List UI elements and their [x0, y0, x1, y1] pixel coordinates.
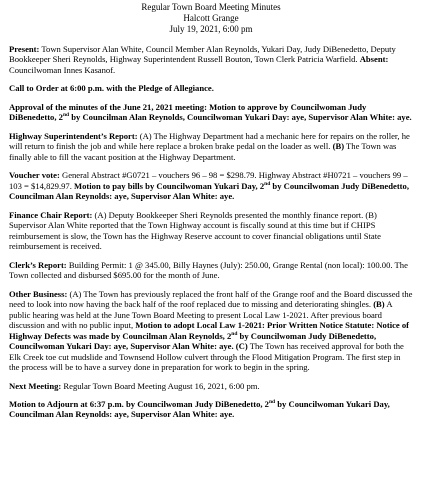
- approval-text-2: by Councilman Alan Reynolds, Councilwoman Yukari Day: aye, Supervisor Alan White: aye.: [69, 112, 412, 123]
- voucher-label: Voucher vote:: [9, 170, 60, 181]
- meeting-date: July 19, 2021, 6:00 pm: [169, 23, 253, 34]
- next-meeting-label: Next Meeting:: [9, 380, 62, 391]
- other-text-3: The Town has received approval for both the Elk Creek toe cut mudslide and Townsend Hollow culvert through the Flood Mitigation Program. The first step in the process will be to have a survey done in preparation for work to begin in the spring.: [9, 341, 404, 373]
- finance-label: Finance Chair Report:: [9, 209, 93, 220]
- highway-text-a: (A) The Highway Department had a mechanic here for repairs on the roller, he will return to finish the job and while here replace a broken brake pedal on the loader as well.: [9, 130, 410, 152]
- adjourn-text-2: by Councilwoman Yukari Day, Councilman Alan Reynolds: aye, Supervisor Alan White: aye.: [9, 398, 390, 420]
- present-label: Present:: [9, 43, 40, 54]
- other-sup: nd: [231, 330, 238, 337]
- highway-report-paragraph: [9, 131, 413, 162]
- voucher-text: General Abstract #G0721 – vouchers 96 – 98 = $298.79. Highway Abstract #H0721 – vouchers 99 – 103 = $14,829.97.: [9, 170, 408, 191]
- approval-sup: nd: [62, 112, 70, 119]
- other-motion-2: by Councilwoman Judy DiBenedetto, Councilwoman Yukari Day: aye, Supervisor Alan White: aye. (C): [9, 330, 377, 352]
- present-text: Town Supervisor Alan White, Council Member Alan Reynolds, Yukari Day, Judy DiBenedetto, Deputy Bookkeeper Sheri Reynolds, Highway Superintendent Russell Bouton, Town Clerk Patricia Warfield.: [9, 43, 396, 65]
- absent-label: Absent:: [359, 54, 389, 65]
- clerk-label: Clerk’s Report:: [9, 259, 67, 270]
- clerk-paragraph: [9, 260, 413, 281]
- document-title: Regular Town Board Meeting Minutes: [141, 2, 281, 12]
- call-to-order-paragraph: [9, 83, 413, 93]
- highway-label-b: (B): [332, 141, 345, 152]
- next-meeting-text: Regular Town Board Meeting August 16, 2021, 6:00 pm.: [61, 380, 260, 391]
- other-label: Other Business:: [9, 288, 68, 299]
- highway-text-b: The Town was finally able to fill the vacant position at the Highway Department.: [9, 141, 397, 162]
- voucher-paragraph: [9, 170, 413, 201]
- meeting-location: Halcott Grange: [183, 12, 239, 23]
- finance-text: (A) Deputy Bookkeeper Sheri Reynolds presented the monthly finance report. (B) Supervisor Alan White reported that the Town Highway account is fiscally sound at this time but if CHIPS reimbursement is slow, the Town has the Highway Reserve account to cover financial obligations until State reimbursement is received.: [9, 209, 381, 252]
- approval-paragraph: [9, 102, 413, 123]
- other-text-2: A public hearing was held at the June Town Board Meeting to present Local Law 1-2021. After previous board discussion and with no public input,: [9, 299, 393, 331]
- finance-paragraph: [9, 210, 413, 252]
- absent-text: Councilwoman Innes Kasanof.: [9, 64, 116, 75]
- voucher-motion: Motion to pay bills by Councilwoman Yukari Day, 2: [74, 180, 265, 191]
- adjourn-text: Motion to Adjourn at 6:37 p.m. by Councilwoman Judy DiBenedetto, 2: [9, 398, 269, 409]
- next-meeting-paragraph: [9, 381, 413, 391]
- adjourn-paragraph: [9, 399, 413, 420]
- voucher-motion-2: by Councilwoman Judy DiBenedetto, Councilman Alan Reynolds: aye, Supervisor Alan White: aye.: [9, 180, 409, 202]
- voucher-sup: nd: [264, 180, 271, 187]
- adjourn-sup: nd: [268, 399, 276, 406]
- call-to-order-text: Call to Order at 6:00 p.m. with the Pledge of Allegiance.: [9, 83, 214, 94]
- other-motion-1: Motion to adopt Local Law 1-2021: Prior Written Notice Statute: Notice of Highway Defects was made by Councilman Alan Reynolds, 2: [9, 320, 410, 341]
- approval-text: Approval of the minutes of the June 21, 2021 meeting: Motion to approve by Councilwoman Judy DiBenedetto, 2: [9, 101, 367, 123]
- highway-label: Highway Superintendent’s Report:: [9, 130, 138, 141]
- other-business-paragraph: [9, 289, 413, 373]
- other-text-1: (A) The Town has previously replaced the front half of the Grange roof and the Board discussed the need to look into now having the back half of the roof replaced due to missing and deteriorating shingles.: [9, 288, 413, 310]
- document-header: [9, 2, 413, 35]
- other-label-b: (B): [373, 299, 385, 310]
- clerk-text: Building Permit: 1 @ 345.00, Billy Haynes (July): 250.00, Grange Rental (non local): 100.00. The Town collected and disbursed $695.00 for the month of June.: [9, 259, 408, 281]
- present-paragraph: [9, 44, 413, 75]
